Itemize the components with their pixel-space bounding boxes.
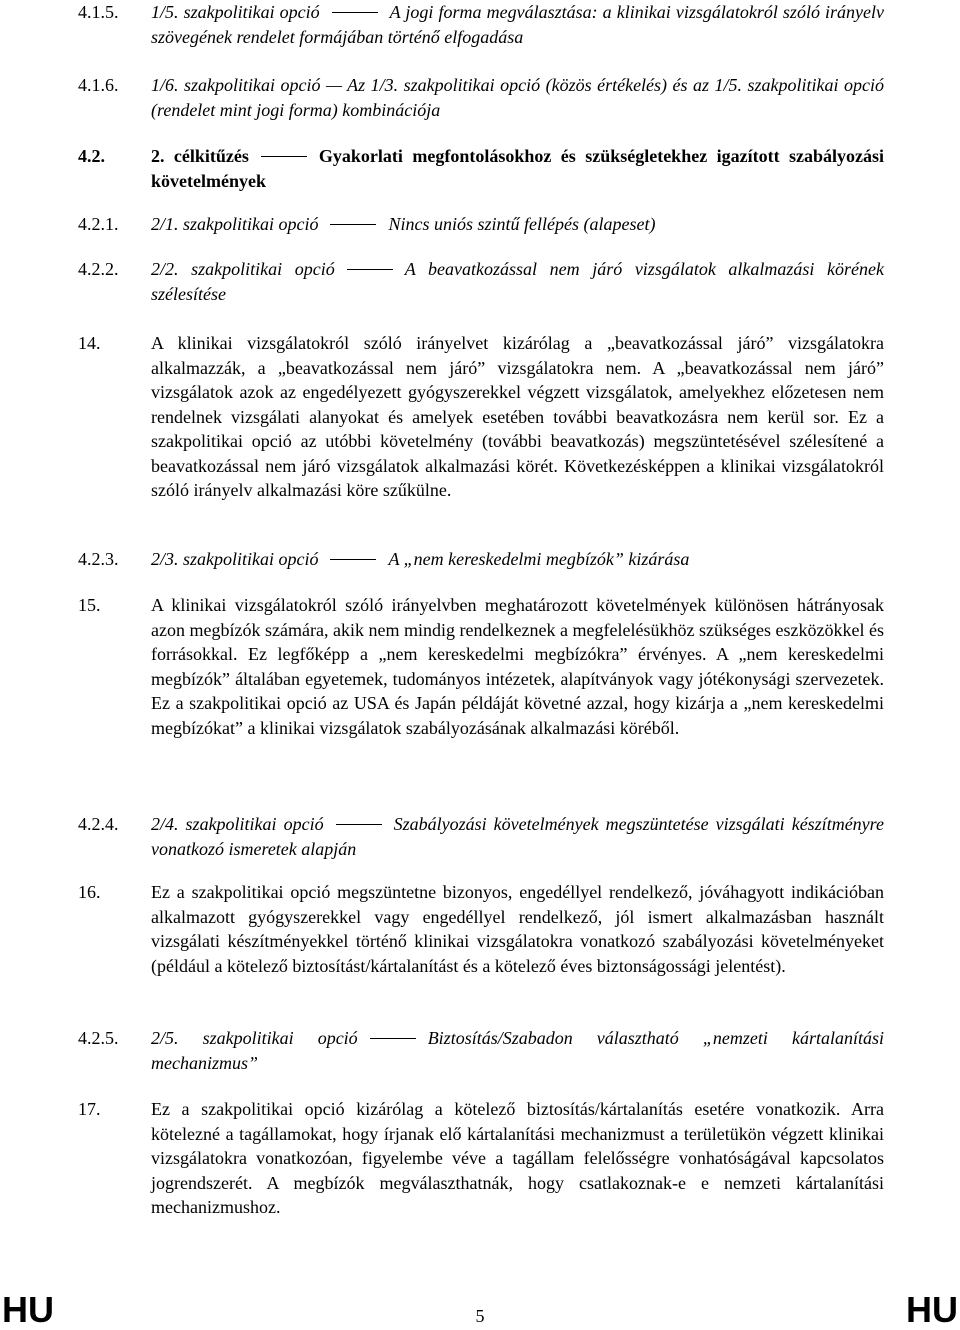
paragraph-text: Ez a szakpolitikai opció megszüntetne bizonyos, engedéllyel rendelkező, jóváhagyott indikációban alkalmazott gyógyszerekkel vagy engedéllyel rendelkező, jól ismert alkalmazásban használt vizsgálati készítményekkel történő klinikai vizsgálatokra vonatkozó szabályozási követelményeket (például a kötelező biztosítást/kártalanítást és a kötelező éves biztonságossági jelentést). bbox=[151, 882, 884, 976]
paragraph-14 bbox=[78, 331, 884, 503]
paragraph-number: 15. bbox=[78, 595, 101, 615]
heading-title: A „nem kereskedelmi megbízók” kizárása bbox=[388, 549, 690, 569]
section-number: 4.2.5. bbox=[78, 1028, 119, 1048]
heading-4-2-5 bbox=[78, 1026, 884, 1075]
em-dash-rule bbox=[261, 156, 307, 157]
page-number: 5 bbox=[475, 1306, 485, 1326]
section-heading bbox=[151, 212, 884, 237]
heading-prefix: 2/2. szakpolitikai opció bbox=[151, 259, 335, 279]
section-heading bbox=[151, 547, 884, 572]
heading-title: Gyakorlati megfontolásokhoz és szükségletekhez igazított szabályozási követelmények bbox=[151, 146, 885, 191]
paragraph-text: Ez a szakpolitikai opció kizárólag a kötelező biztosítás/kártalanítás esetére vonatkozik. Arra kötelezné a tagállamokat, hogy írjanak elő kártalanítási mechanizmust a területükön végzett klinikai vizsgálatokra vonatkozóan, figyelembe véve a tagállam felelősségre vonhatóságával kapcsolatos jogrendszerét. A megbízók megválaszthatnák, hogy csatlakoznak-e e nemzeti kártalanítási mechanizmushoz. bbox=[151, 1099, 884, 1217]
paragraph-number: 14. bbox=[78, 333, 101, 353]
heading-title: A jogi forma megválasztása: a klinikai vizsgálatokról szóló irányelv szövegének rendelet formájában történő elfogadása bbox=[151, 2, 885, 47]
section-heading bbox=[151, 812, 884, 861]
section-number: 4.2.3. bbox=[78, 549, 119, 569]
paragraph-text: A klinikai vizsgálatokról szóló irányelvben meghatározott követelmények különösen hátrányosak azon megbízók számára, akik nem mindig rendelkeznek a megfelelésükhöz szükséges eszközökkel és forrásokkal. Ez legfőképp a „nem kereskedelmi megbízókra” érvényes. A „nem kereskedelmi megbízók” általában egyetemek, tudományos intézetek, alapítványok vagy jótékonysági szervezetek. Ez a szakpolitikai opció az USA és Japán példáját követné azzal, hogy kizárja a „nem kereskedelmi megbízókat” a klinikai vizsgálatok szabályozásának alkalmazási köréből. bbox=[151, 595, 884, 738]
footer-language-right: HU bbox=[906, 1289, 958, 1330]
heading-title: Nincs uniós szintű fellépés (alapeset) bbox=[388, 214, 656, 234]
section-heading bbox=[151, 144, 884, 193]
heading-4-2-2 bbox=[78, 257, 884, 306]
heading-prefix: 2/1. szakpolitikai opció bbox=[151, 214, 319, 234]
section-number: 4.1.5. bbox=[78, 2, 119, 22]
heading-4-1-6 bbox=[78, 73, 884, 122]
heading-title: Szabályozási követelmények megszüntetése vizsgálati készítményre vonatkozó ismeretek alapján bbox=[151, 814, 884, 859]
heading-title: Biztosítás/Szabadon választható „nemzeti kártalanítási mechanizmus” bbox=[151, 1028, 884, 1073]
heading-prefix: 2/4. szakpolitikai opció bbox=[151, 814, 324, 834]
heading-title: A beavatkozással nem járó vizsgálatok alkalmazási körének szélesítése bbox=[151, 259, 885, 304]
paragraph-number: 16. bbox=[78, 882, 101, 902]
em-dash-rule bbox=[332, 12, 378, 13]
em-dash-rule bbox=[347, 269, 393, 270]
heading-4-1-5 bbox=[78, 0, 884, 49]
paragraph-17 bbox=[78, 1097, 884, 1220]
paragraph-text: A klinikai vizsgálatokról szóló irányelvet kizárólag a „beavatkozással járó” vizsgálatokra alkalmazzák, a „beavatkozással nem járó” vizsgálatokra nem. A „beavatkozással nem járó” vizsgálatok azok az engedélyezett gyógyszerekkel végzett vizsgálatok, amelyekhez előzetesen nem rendelnek vizsgálati alanyokat és amelyek esetében további beavatkozásra nem kerül sor. Ez a szakpolitikai opció az utóbbi követelmény (további beavatkozás) megszüntetésével szélesítené a beavatkozással nem járó vizsgálatok alkalmazási körét. Következésképpen a klinikai vizsgálatokról szóló irányelv alkalmazási köre szűkülne. bbox=[151, 333, 884, 500]
section-number: 4.2.2. bbox=[78, 259, 119, 279]
section-heading bbox=[151, 1026, 884, 1075]
em-dash-rule bbox=[336, 824, 382, 825]
section-number: 4.2.1. bbox=[78, 214, 119, 234]
heading-4-2-4 bbox=[78, 812, 884, 861]
heading-prefix: 2/3. szakpolitikai opció bbox=[151, 549, 319, 569]
section-number: 4.1.6. bbox=[78, 75, 119, 95]
paragraph-15 bbox=[78, 593, 884, 740]
paragraph-16 bbox=[78, 880, 884, 978]
section-number: 4.2. bbox=[78, 146, 105, 166]
footer-language-left: HU bbox=[2, 1289, 54, 1330]
em-dash-rule bbox=[330, 224, 376, 225]
em-dash-rule bbox=[370, 1038, 416, 1039]
heading-4-2-3 bbox=[78, 547, 884, 572]
heading-4-2-1 bbox=[78, 212, 884, 237]
section-heading bbox=[151, 257, 884, 306]
heading-prefix: 2. célkitűzés bbox=[151, 146, 249, 166]
section-heading bbox=[151, 0, 884, 49]
em-dash-rule bbox=[330, 559, 376, 560]
heading-4-2 bbox=[78, 144, 884, 193]
section-heading: 1/6. szakpolitikai opció — Az 1/3. szakpolitikai opció (közös értékelés) és az 1/5. szakpolitikai opció (rendelet mint jogi forma) kombinációja bbox=[151, 75, 884, 120]
heading-prefix: 1/5. szakpolitikai opció bbox=[151, 2, 320, 22]
heading-prefix: 2/5. szakpolitikai opció bbox=[151, 1028, 358, 1048]
paragraph-number: 17. bbox=[78, 1099, 101, 1119]
section-number: 4.2.4. bbox=[78, 814, 119, 834]
